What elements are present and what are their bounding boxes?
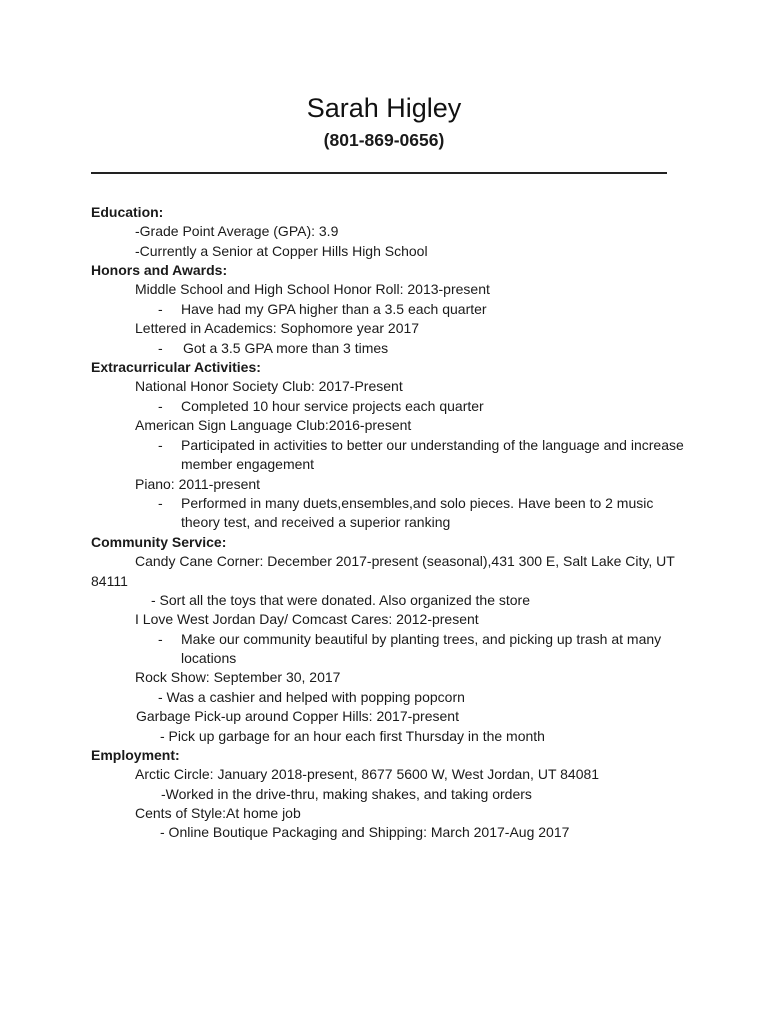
community-subitem: - Was a cashier and helped with popping popcorn	[158, 689, 465, 705]
honors-heading: Honors and Awards:	[91, 262, 228, 278]
honors-item: Middle School and High School Honor Roll: 2013-present	[135, 281, 490, 297]
community-item-continued: 84111	[91, 573, 128, 589]
extracurricular-heading: Extracurricular Activities:	[91, 359, 261, 375]
community-subitem: - Pick up garbage for an hour each first Thursday in the month	[160, 728, 545, 744]
extracurricular-subitem: Completed 10 hour service projects each quarter	[181, 398, 484, 414]
employment-item: Arctic Circle: January 2018-present, 8677 5600 W, West Jordan, UT 84081	[135, 766, 600, 782]
community-item: Rock Show: September 30, 2017	[135, 669, 341, 685]
community-item: I Love West Jordan Day/ Comcast Cares: 2012-present	[135, 611, 479, 627]
employment-subitem: - Online Boutique Packaging and Shipping: March 2017-Aug 2017	[160, 824, 570, 840]
education-item: -Grade Point Average (GPA): 3.9	[135, 223, 339, 239]
education-heading: Education:	[91, 204, 164, 220]
employment-subitem: -Worked in the drive-thru, making shakes, and taking orders	[161, 786, 532, 802]
extracurricular-subitem: Performed in many duets,ensembles,and solo pieces. Have been to 2 music	[181, 495, 654, 511]
extracurricular-subitem: Participated in activities to better our understanding of the language and increase	[181, 437, 684, 453]
honors-subitem: Have had my GPA higher than a 3.5 each quarter	[181, 301, 487, 317]
community-subitem: - Sort all the toys that were donated. Also organized the store	[151, 592, 530, 608]
bullet-dash: -	[158, 631, 163, 647]
community-item: Garbage Pick-up around Copper Hills: 2017-present	[136, 708, 459, 724]
phone-number: (801-869-0656)	[323, 130, 445, 150]
bullet-dash: -	[158, 340, 163, 356]
bullet-dash: -	[158, 398, 163, 414]
resume-name: Sarah Higley	[306, 93, 462, 123]
honors-subitem: Got a 3.5 GPA more than 3 times	[183, 340, 389, 356]
employment-heading: Employment:	[91, 747, 180, 763]
extracurricular-item: American Sign Language Club:2016-present	[135, 417, 412, 433]
community-subitem-continued: locations	[181, 650, 237, 666]
bullet-dash: -	[158, 301, 163, 317]
bullet-dash: -	[158, 437, 163, 453]
extracurricular-item: National Honor Society Club: 2017-Present	[135, 378, 403, 394]
education-item: -Currently a Senior at Copper Hills High School	[135, 243, 428, 259]
bullet-dash: -	[158, 495, 163, 511]
extracurricular-subitem-continued: member engagement	[181, 456, 315, 472]
extracurricular-item: Piano: 2011-present	[135, 476, 261, 492]
community-item: Candy Cane Corner: December 2017-present (seasonal),431 300 E, Salt Lake City, UT	[135, 553, 675, 569]
community-heading: Community Service:	[91, 534, 227, 550]
honors-item: Lettered in Academics: Sophomore year 2017	[135, 320, 420, 336]
employment-item: Cents of Style:At home job	[135, 805, 301, 821]
header-divider	[91, 172, 667, 174]
community-subitem: Make our community beautiful by planting trees, and picking up trash at many	[181, 631, 662, 647]
extracurricular-subitem-continued: theory test, and received a superior ranking	[181, 514, 451, 530]
